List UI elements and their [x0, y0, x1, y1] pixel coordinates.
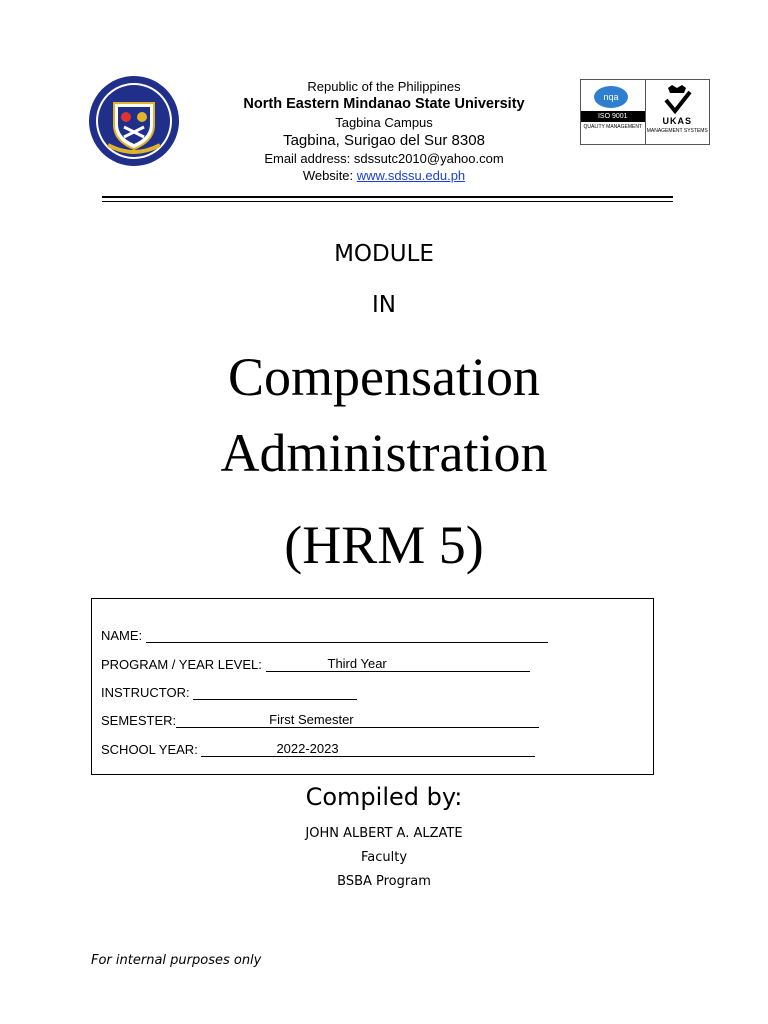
quality-management-label: QUALITY MANAGEMENT	[583, 124, 643, 130]
school-year-value: 2022-2023	[276, 741, 339, 756]
header-divider-thin	[102, 201, 673, 202]
compiler-name: JOHN ALBERT A. ALZATE	[305, 826, 463, 841]
website-label: Website:	[302, 168, 357, 183]
nqa-badge: nqa	[594, 86, 628, 108]
instructor-row	[101, 685, 357, 703]
university-name: North Eastern Mindanao State University	[243, 96, 525, 112]
semester-row	[101, 713, 539, 731]
program-row	[101, 657, 530, 675]
campus-address: Tagbina, Surigao del Sur 8308	[283, 132, 485, 149]
campus-name: Tagbina Campus	[335, 115, 433, 130]
compiler-role: Faculty	[360, 850, 408, 865]
compiler-program: BSBA Program	[337, 874, 431, 889]
school-year-row	[101, 742, 535, 760]
name-label: NAME:	[101, 628, 143, 643]
instructor-field[interactable]	[193, 685, 357, 700]
website-line	[180, 167, 588, 184]
website-link[interactable]: www.sdssu.edu.ph	[356, 168, 466, 183]
iso-label: ISO 9001	[581, 111, 645, 122]
ukas-label: UKAS	[662, 116, 692, 126]
email-line: Email address: sdssutc2010@yahoo.com	[264, 151, 504, 166]
semester-value: First Semester	[269, 712, 354, 727]
program-field[interactable]	[266, 657, 530, 672]
certification-logos	[580, 79, 710, 145]
name-field[interactable]	[146, 628, 548, 643]
course-code: (HRM 5)	[284, 515, 484, 575]
program-value: Third Year	[327, 656, 387, 671]
university-seal-logo	[88, 75, 180, 167]
school-year-label: SCHOOL YEAR:	[101, 742, 198, 757]
letterhead	[180, 78, 588, 184]
management-systems-label: MANAGEMENT SYSTEMS	[646, 128, 708, 134]
module-heading: MODULE	[334, 241, 434, 267]
name-row	[101, 628, 548, 646]
student-info-box	[91, 598, 654, 775]
course-title-line2: Administration	[220, 423, 548, 483]
crown-check-icon	[660, 84, 694, 114]
in-heading: IN	[372, 292, 396, 318]
instructor-label: INSTRUCTOR:	[101, 685, 190, 700]
course-title-line1: Compensation	[228, 347, 540, 407]
school-year-field[interactable]	[201, 742, 535, 757]
ukas-logo	[646, 80, 710, 144]
header-divider-thick	[102, 196, 673, 198]
semester-label: SEMESTER:	[101, 713, 177, 728]
nqa-iso-logo	[581, 80, 646, 144]
compiled-by-heading: Compiled by:	[305, 783, 463, 811]
semester-field[interactable]	[176, 713, 539, 728]
footer-note: For internal purposes only	[91, 953, 262, 968]
republic-line: Republic of the Philippines	[307, 79, 461, 94]
program-label: PROGRAM / YEAR LEVEL:	[101, 657, 262, 672]
